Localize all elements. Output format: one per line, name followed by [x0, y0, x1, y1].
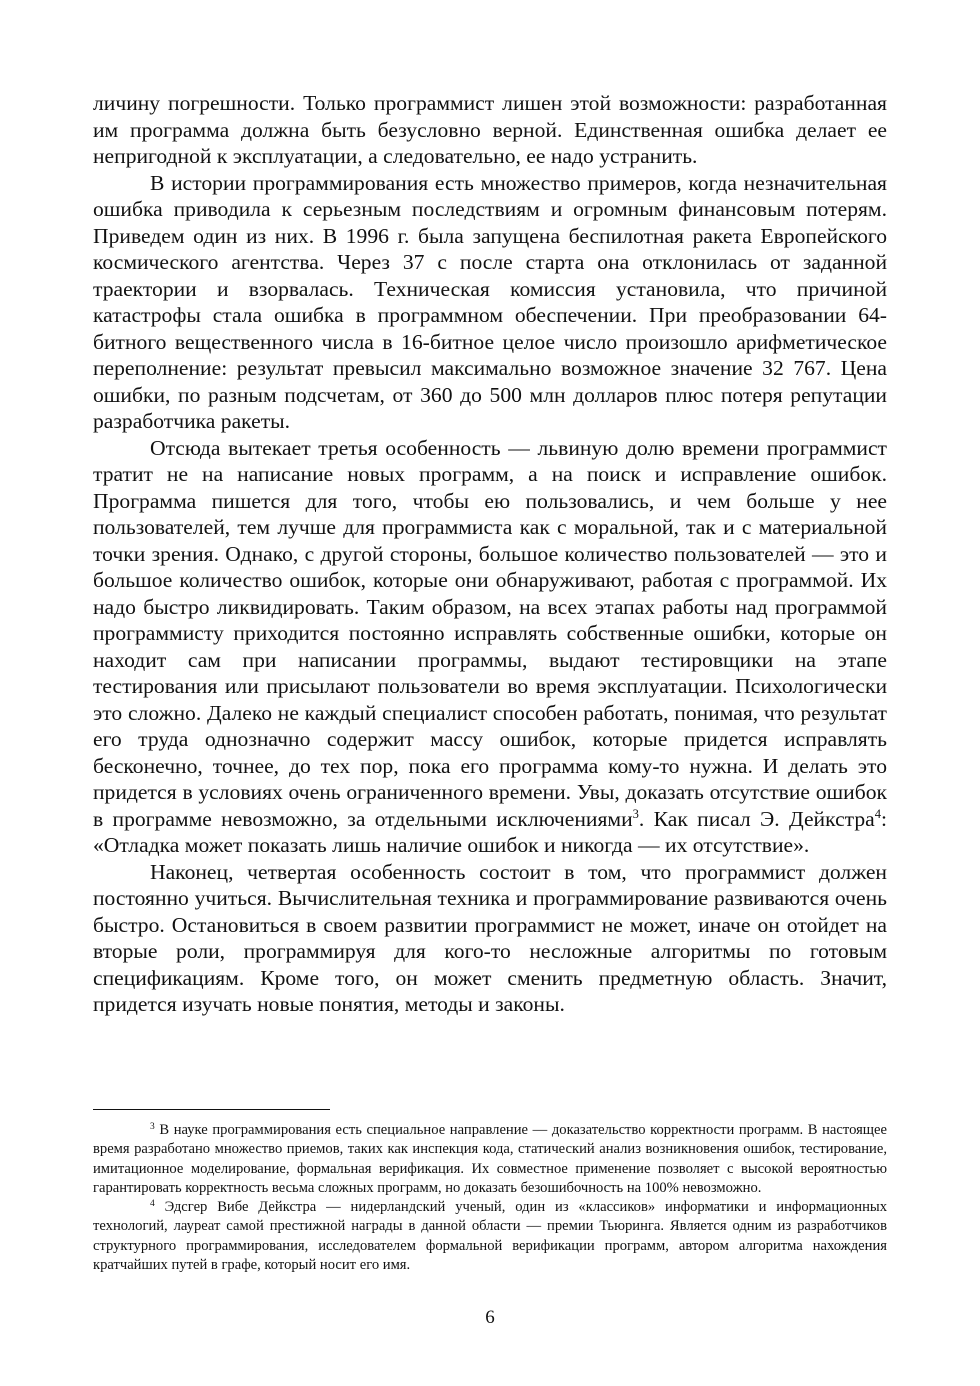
paragraph-fourth-feature: Наконец, четвертая особенность состоит в том, что программист должен постоянно учиться. Вычислительная техника и программирование развиваются очень быстро. Остановиться в своем развитии программист не может, иначе он отойдет на вторые роли, программируя для кого-то несложные алгоритмы по готовым спецификациям. Кроме того, он может сменить предметную область. Значит, придется изучать новые понятия, методы и законы. — [93, 859, 887, 1016]
paragraph-continuation: личину погрешности. Только программист лишен этой возможности: разработанная им программа должна быть безусловно верной. Единственная ошибка делает ее непригодной к эксплуатации, а следовательно, ее надо устранить. — [93, 91, 887, 168]
footnote-3 — [93, 1121, 887, 1198]
footnote-text: В науке программирования есть специальное направление — доказательство корректности программ. В настоящее время разработано множество приемов, таких как инспекция кода, статический анализ возникновения ошибок, тестирование, имитационное моделирование, формальная верификация. Их совместное применение позволяет с высокой вероятностью гарантировать корректность весьма сложных программ, но доказать безошибочность на 100% невозможно. — [93, 1122, 887, 1196]
paragraph-third-feature — [93, 435, 887, 859]
paragraph-text: . Как писал Э. Дейкстра — [638, 806, 875, 831]
page-number: 6 — [485, 1307, 495, 1328]
main-text — [93, 90, 887, 1018]
footnote-ref-3[interactable]: 3 — [632, 806, 639, 821]
paragraph-text: : «Отладка может показать лишь наличие ошибок и никогда — их отсутствие». — [93, 806, 887, 857]
footnote-separator — [93, 1109, 330, 1110]
footnote-ref-4[interactable]: 4 — [874, 806, 881, 821]
footnotes — [93, 1121, 887, 1275]
paragraph-rocket-example: В истории программирования есть множество примеров, когда незначительная ошибка приводила к серьезным последствиям и огромным финансовым потерям. Приведем один из них. В 1996 г. была запущена беспилотная ракета Европейского космического агентства. Через 37 с после старта она отклонилась от заданной траектории и взорвалась. Техническая комиссия установила, что причиной катастрофы стала ошибка в программном обеспечении. При преобразовании 64-битного вещественного числа в 16-битное целое число произошло арифметическое переполнение: результат превысил максимально возможное значение 32 767. Цена ошибки, по разным подсчетам, от 360 до 500 млн долларов плюс потеря репутации разработчика ракеты. — [93, 170, 887, 433]
footnote-marker: 4 — [150, 1198, 155, 1209]
footnote-4 — [93, 1198, 887, 1275]
footnote-text: Эдсгер Вибе Дейкстра — нидерландский ученый, один из «классиков» информатики и информационных технологий, лауреат самой престижной награды в данной области — премии Тьюринга. Является одним из разработчиков структурного программирования, исследователем формальной верификации программ, автором алгоритма нахождения кратчайших путей в графе, который носит его имя. — [93, 1199, 887, 1274]
paragraph-text: Отсюда вытекает третья особенность — львиную долю времени программист тратит не на написание новых программ, а на поиск и исправление ошибок. Программа пишется для того, чтобы ею пользовались, и чем больше у нее пользователей, тем лучше для программиста как с моральной, так и с материальной точки зрения. Однако, с другой стороны, большое количество пользователей — это и большое количество ошибок, которые они обнаруживают, работая с программой. Их надо быстро ликвидировать. Таким образом, на всех этапах работы над программой программисту приходится постоянно исправлять собственные ошибки, которые он находит сам при написании программы, выдают тестировщики на этапе тестирования или присылают пользователи во время эксплуатации. Психологически это сложно. Далеко не каждый специалист способен работать, понимая, что результат его труда однозначно содержит массу ошибок, которые придется исправлять бесконечно, точнее, до тех пор, пока его программа кому-то нужна. И делать это придется в условиях очень ограниченного времени. Увы, доказать отсутствие ошибок в программе невозможно, за отдельными исключениями — [93, 435, 887, 831]
footnote-marker: 3 — [150, 1121, 155, 1132]
